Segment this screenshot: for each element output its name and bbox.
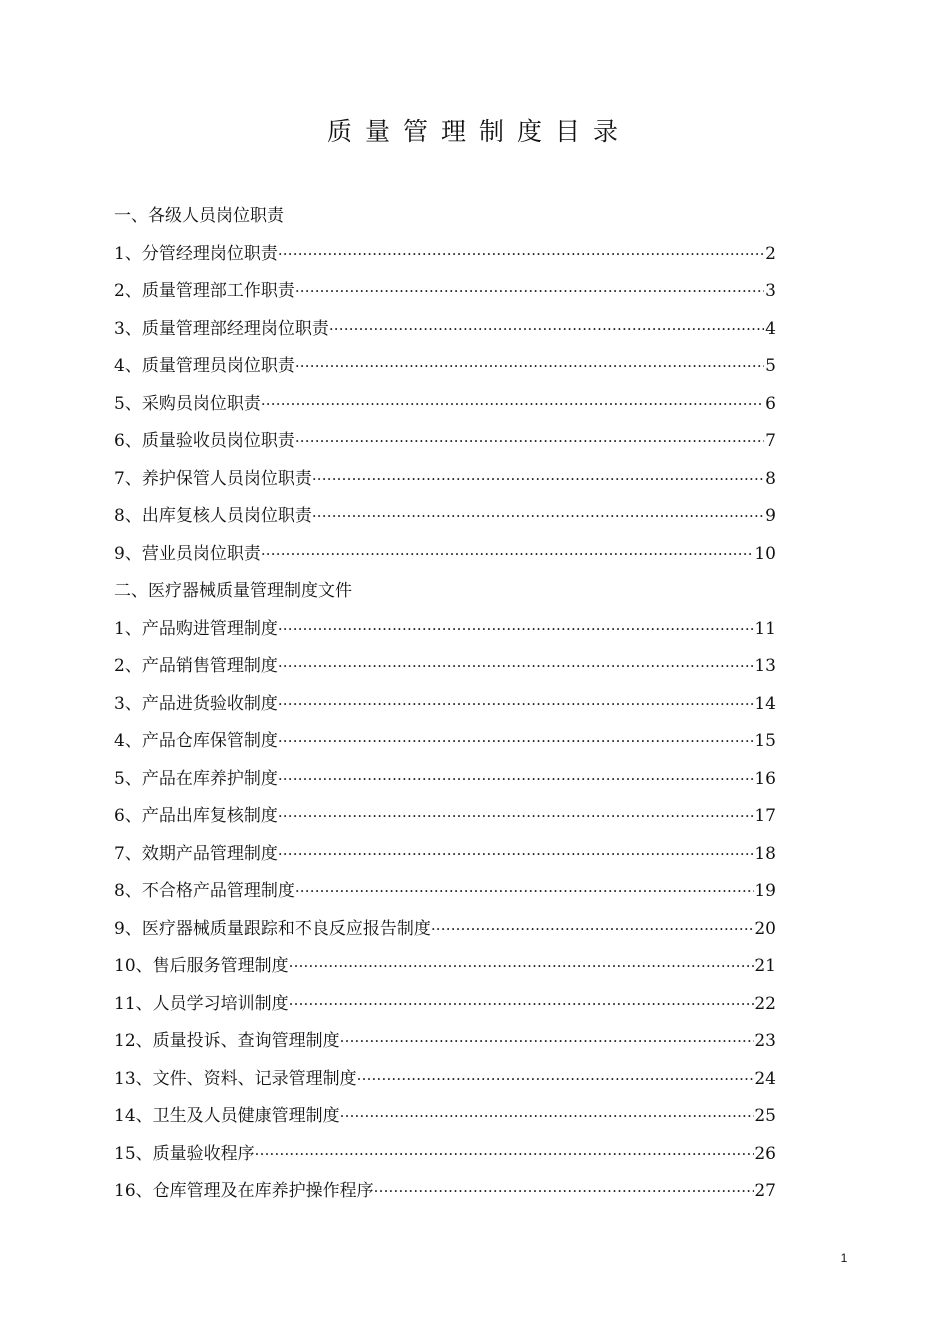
- toc-dot-leader: [278, 236, 764, 274]
- toc-page-number: 19: [754, 881, 776, 901]
- toc-entry: [114, 686, 776, 724]
- toc-entry-label: 5、采购员岗位职责: [114, 393, 261, 414]
- toc-dot-leader: [295, 873, 755, 911]
- toc-page-number: 20: [754, 918, 776, 939]
- toc-page-number: 16: [754, 768, 776, 789]
- toc-page-number: 4: [765, 318, 776, 339]
- toc-entry: [114, 873, 776, 911]
- toc-dot-leader: [261, 536, 755, 574]
- toc-entry-label: 4、质量管理员岗位职责: [114, 356, 295, 376]
- toc-dot-leader: [295, 348, 764, 386]
- toc-entry-label: 1、分管经理岗位职责: [114, 243, 278, 264]
- toc-dot-leader: [278, 611, 755, 649]
- toc-section-heading: [114, 573, 776, 611]
- toc-entry: [114, 348, 776, 386]
- toc-entry-label: 8、出库复核人员岗位职责: [114, 506, 312, 526]
- toc-entry: [114, 1173, 776, 1211]
- toc-dot-leader: [312, 498, 764, 536]
- toc-entry-label: 7、效期产品管理制度: [114, 843, 278, 864]
- toc-entry: [114, 423, 776, 461]
- toc-page-number: 22: [754, 993, 776, 1014]
- toc-entry-label: 12、质量投诉、查询管理制度: [114, 1031, 340, 1051]
- toc-entry-label: 15、质量验收程序: [114, 1143, 255, 1164]
- toc-page-number: 25: [754, 1106, 776, 1126]
- toc-dot-leader: [278, 836, 755, 874]
- toc-dot-leader: [431, 911, 755, 949]
- toc-page-number: 8: [765, 468, 776, 489]
- toc-entry-label: 3、产品进货验收制度: [114, 693, 278, 714]
- toc-entry-label: 10、售后服务管理制度: [114, 956, 289, 976]
- toc-page-number: 26: [754, 1143, 776, 1164]
- toc-page-number: 11: [754, 618, 776, 639]
- toc-page-number: 7: [765, 431, 776, 451]
- toc-page-number: 24: [754, 1068, 776, 1089]
- toc-dot-leader: [255, 1136, 755, 1174]
- toc-entry: [114, 723, 776, 761]
- toc-page-number: 3: [765, 281, 776, 301]
- toc-entry: [114, 836, 776, 874]
- toc-entry-label: 11、人员学习培训制度: [114, 993, 289, 1014]
- toc-entry-label: 7、养护保管人员岗位职责: [114, 468, 312, 489]
- toc-entry: [114, 798, 776, 836]
- toc-dot-leader: [261, 386, 764, 424]
- toc-dot-leader: [374, 1173, 755, 1211]
- toc-dot-leader: [278, 761, 755, 799]
- toc-dot-leader: [278, 686, 755, 724]
- toc-entry-label: 4、产品仓库保管制度: [114, 731, 278, 751]
- toc-entry: [114, 1023, 776, 1061]
- toc-page-number: 21: [754, 956, 776, 976]
- toc-entry: [114, 386, 776, 424]
- toc-page-number: 2: [765, 243, 776, 264]
- toc-entry-label: 13、文件、资料、记录管理制度: [114, 1068, 357, 1089]
- toc-entry: [114, 948, 776, 986]
- toc-entry: [114, 1098, 776, 1136]
- toc-entry: [114, 1136, 776, 1174]
- toc-entry: [114, 761, 776, 799]
- toc-page-number: 18: [754, 843, 776, 864]
- toc-entry: [114, 236, 776, 274]
- toc-page-number: 14: [754, 693, 776, 714]
- toc-page-number: 5: [765, 356, 776, 376]
- toc-entry: [114, 498, 776, 536]
- toc-entry-label: 9、营业员岗位职责: [114, 543, 261, 564]
- toc-page-number: 23: [754, 1031, 776, 1051]
- toc-entry-label: 6、产品出库复核制度: [114, 806, 278, 826]
- toc-entry: [114, 911, 776, 949]
- toc-dot-leader: [295, 423, 764, 461]
- toc-entry-label: 2、产品销售管理制度: [114, 656, 278, 676]
- toc-entry: [114, 461, 776, 499]
- toc-entry: [114, 311, 776, 349]
- toc-dot-leader: [312, 461, 764, 499]
- toc-dot-leader: [329, 311, 764, 349]
- toc-entry-label: 16、仓库管理及在库养护操作程序: [114, 1181, 374, 1201]
- toc-dot-leader: [289, 948, 755, 986]
- toc-dot-leader: [340, 1098, 755, 1136]
- toc-entry-label: 5、产品在库养护制度: [114, 768, 278, 789]
- page-number: 1: [840, 1251, 848, 1265]
- toc-entry-label: 8、不合格产品管理制度: [114, 881, 295, 901]
- toc-entry-label: 二、医疗器械质量管理制度文件: [114, 581, 352, 601]
- toc-entry: [114, 611, 776, 649]
- toc-dot-leader: [357, 1061, 755, 1099]
- toc-dot-leader: [278, 798, 755, 836]
- toc-entry: [114, 1061, 776, 1099]
- toc-dot-leader: [278, 648, 755, 686]
- toc-dot-leader: [289, 986, 755, 1024]
- toc-entry-label: 一、各级人员岗位职责: [114, 206, 284, 226]
- toc-page-number: 13: [754, 656, 776, 676]
- toc-section-heading: [114, 198, 776, 236]
- toc-page-number: 6: [765, 393, 776, 414]
- toc-entry-label: 1、产品购进管理制度: [114, 618, 278, 639]
- toc-dot-leader: [340, 1023, 755, 1061]
- toc-entry-label: 9、医疗器械质量跟踪和不良反应报告制度: [114, 918, 431, 939]
- table-of-contents: [114, 198, 776, 1211]
- toc-page-number: 10: [754, 543, 776, 564]
- toc-entry: [114, 273, 776, 311]
- toc-entry-label: 3、质量管理部经理岗位职责: [114, 318, 329, 339]
- page-title: 质量管理制度目录: [326, 117, 631, 146]
- toc-entry-label: 14、卫生及人员健康管理制度: [114, 1106, 340, 1126]
- toc-entry-label: 6、质量验收员岗位职责: [114, 431, 295, 451]
- toc-page-number: 27: [754, 1181, 776, 1201]
- toc-entry-label: 2、质量管理部工作职责: [114, 281, 295, 301]
- toc-entry: [114, 648, 776, 686]
- toc-dot-leader: [295, 273, 764, 311]
- toc-entry: [114, 986, 776, 1024]
- toc-dot-leader: [278, 723, 755, 761]
- toc-page-number: 9: [765, 506, 776, 526]
- toc-page-number: 15: [754, 731, 776, 751]
- toc-page-number: 17: [754, 806, 776, 826]
- toc-entry: [114, 536, 776, 574]
